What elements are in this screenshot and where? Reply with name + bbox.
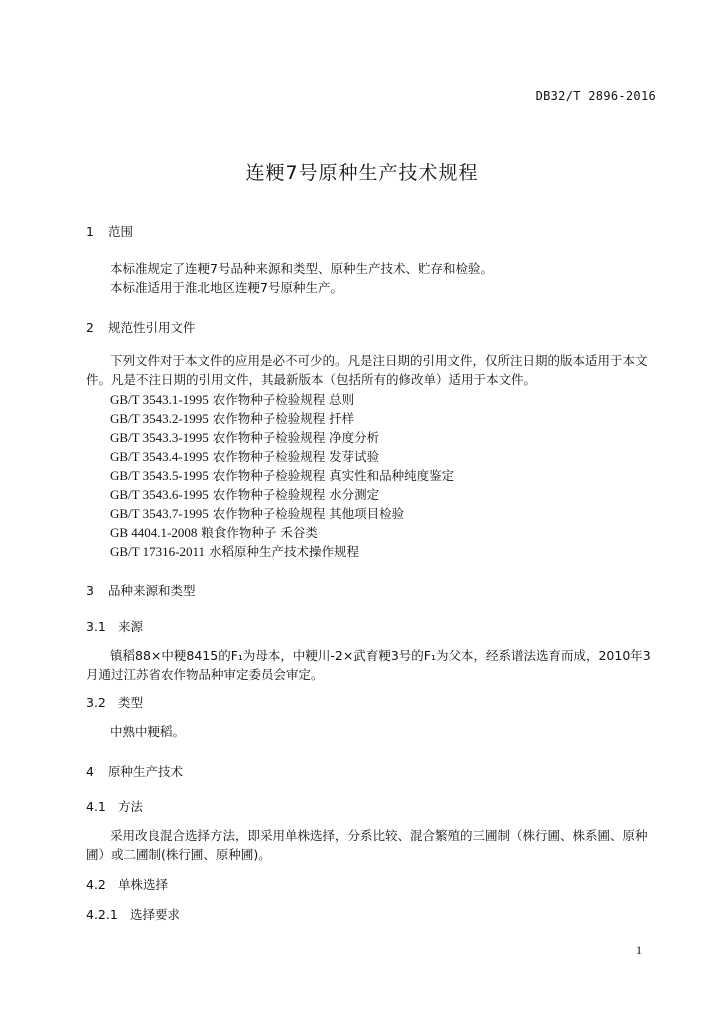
section-number: 3 xyxy=(86,583,94,598)
reference-item xyxy=(110,523,318,541)
section-1-paragraph-1: 本标准规定了连粳7号品种来源和类型、原种生产技术、贮存和检验。 xyxy=(110,261,493,276)
subsection-title: 选择要求 xyxy=(130,907,181,922)
section-2-heading xyxy=(86,318,196,336)
reference-title: 农作物种子检验规程 总则 xyxy=(212,392,355,407)
reference-item xyxy=(110,466,454,484)
subsection-3-1-text: 镇稻88×中粳8415的F₁为母本，中粳川-2×武育粳3号的F₁为父本，经系谱法选育而成，2010年3月通过江苏省农作物品种审定委员会审定。 xyxy=(86,648,651,682)
subsection-title: 来源 xyxy=(118,619,144,634)
subsection-number: 3.2 xyxy=(86,695,106,710)
subsection-title: 类型 xyxy=(118,695,144,710)
subsection-4-1-text: 采用改良混合选择方法，即采用单株选择，分系比较、混合繁殖的三圃制（株行圃、株系圃、原种圃）或二圃制(株行圃、原种圃)。 xyxy=(86,828,648,862)
reference-title: 水稻原种生产技术操作规程 xyxy=(208,544,359,559)
subsection-number: 3.1 xyxy=(86,619,106,634)
subsection-3-2-text: 中熟中粳稻。 xyxy=(110,724,186,739)
section-3-heading xyxy=(86,581,196,599)
reference-item xyxy=(110,542,359,560)
subsection-number: 4.2.1 xyxy=(86,907,118,922)
reference-item xyxy=(110,428,379,446)
reference-code: GB/T 3543.6-1995 xyxy=(110,487,209,502)
page-number: 1 xyxy=(636,943,642,957)
reference-item xyxy=(110,447,379,465)
subsection-4-2-heading xyxy=(86,875,168,893)
reference-code: GB/T 3543.3-1995 xyxy=(110,430,209,445)
subsection-title: 方法 xyxy=(118,799,144,814)
reference-title: 农作物种子检验规程 真实性和品种纯度鉴定 xyxy=(212,468,455,483)
subsection-4-2-1-heading xyxy=(86,905,180,923)
subsection-4-1-heading xyxy=(86,797,143,815)
document-title: 连粳7号原种生产技术规程 xyxy=(245,162,479,184)
reference-item xyxy=(110,504,404,522)
subsection-3-2-heading xyxy=(86,693,143,711)
reference-title: 农作物种子检验规程 水分测定 xyxy=(212,487,380,502)
reference-code: GB/T 3543.7-1995 xyxy=(110,506,209,521)
section-title: 品种来源和类型 xyxy=(108,583,196,598)
section-1-heading xyxy=(86,222,133,240)
section-number: 4 xyxy=(86,764,94,779)
reference-item xyxy=(110,409,354,427)
reference-title: 农作物种子检验规程 其他项目检验 xyxy=(212,506,405,521)
subsection-3-1-heading xyxy=(86,617,143,635)
reference-title: 农作物种子检验规程 扦样 xyxy=(212,411,355,426)
section-title: 规范性引用文件 xyxy=(108,320,196,335)
reference-item xyxy=(110,485,379,503)
section-4-heading xyxy=(86,762,183,780)
reference-item xyxy=(110,390,354,408)
reference-code: GB/T 3543.4-1995 xyxy=(110,449,209,464)
subsection-number: 4.2 xyxy=(86,877,106,892)
reference-title: 农作物种子检验规程 净度分析 xyxy=(212,430,380,445)
reference-code: GB 4404.1-2008 xyxy=(110,525,198,540)
section-title: 范围 xyxy=(108,224,134,239)
section-2-intro: 下列文件对于本文件的应用是必不可少的。凡是注日期的引用文件，仅所注日期的版本适用于本文件。凡是不注日期的引用文件，其最新版本（包括所有的修改单）适用于本文件。 xyxy=(86,353,648,387)
subsection-title: 单株选择 xyxy=(118,877,169,892)
reference-code: GB/T 3543.2-1995 xyxy=(110,411,209,426)
section-title: 原种生产技术 xyxy=(108,764,184,779)
reference-code: GB/T 17316-2011 xyxy=(110,544,205,559)
standard-number: DB32/T 2896-2016 xyxy=(535,89,656,103)
reference-title: 粮食作物种子 禾谷类 xyxy=(201,525,318,540)
reference-code: GB/T 3543.5-1995 xyxy=(110,468,209,483)
section-number: 2 xyxy=(86,320,94,335)
reference-title: 农作物种子检验规程 发芽试验 xyxy=(212,449,380,464)
reference-code: GB/T 3543.1-1995 xyxy=(110,392,209,407)
subsection-number: 4.1 xyxy=(86,799,106,814)
section-number: 1 xyxy=(86,224,94,239)
section-1-paragraph-2: 本标准适用于淮北地区连粳7号原种生产。 xyxy=(110,280,343,295)
